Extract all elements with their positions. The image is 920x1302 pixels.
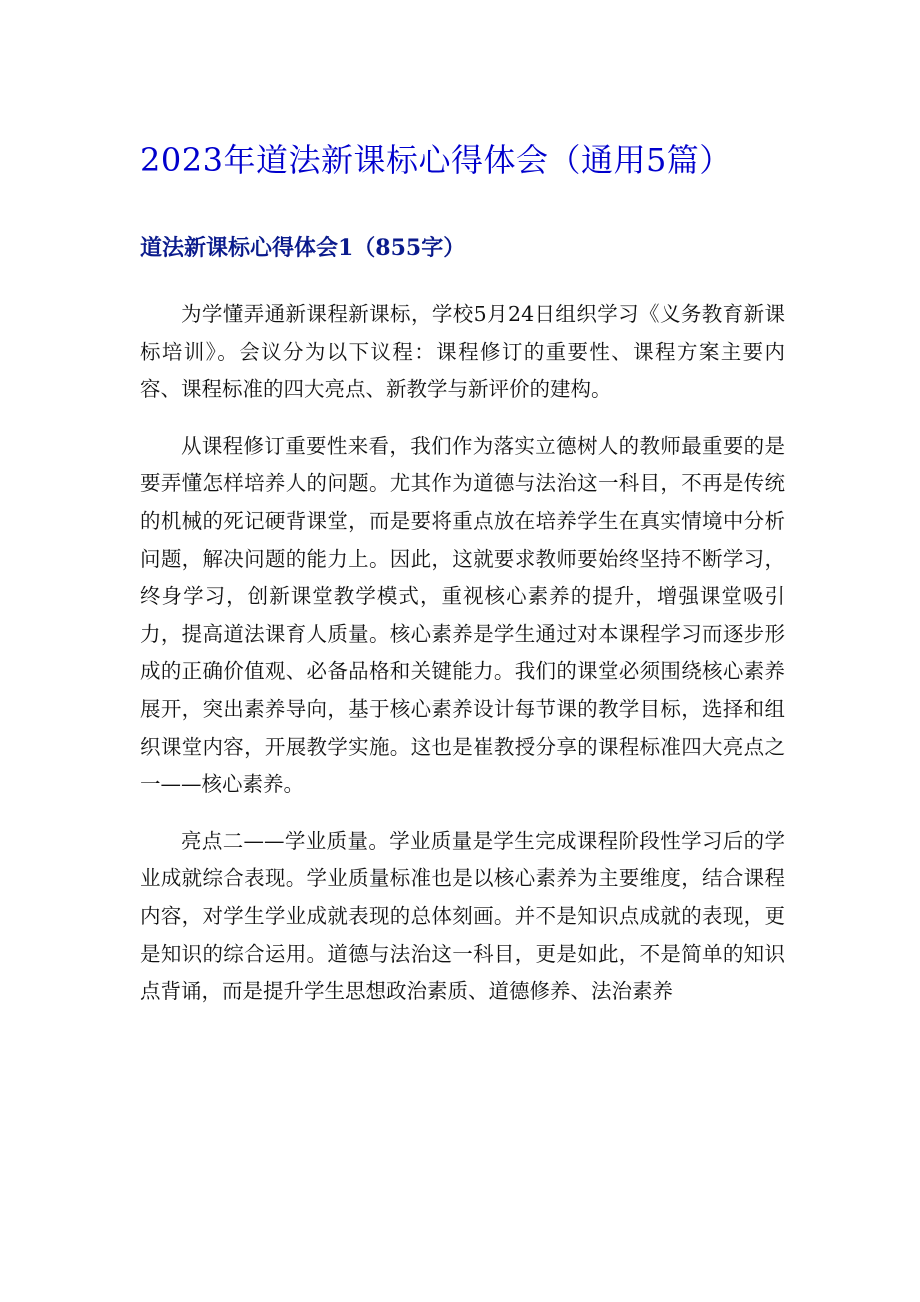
- paragraph-2: 从课程修订重要性来看，我们作为落实立德树人的教师最重要的是要弄懂怎样培养人的问题。尤其作为道德与法治这一科目，不再是传统的机械的死记硬背课堂，而是要将重点放在培养学生在真实情境中分析问题，解决问题的能力上。因此，这就要求教师要始终坚持不断学习，终身学习，创新课堂教学模式，重视核心素养的提升，增强课堂吸引力，提高道法课育人质量。核心素养是学生通过对本课程学习而逐步形成的正确价值观、必备品格和关键能力。我们的课堂必须围绕核心素养展开，突出素养导向，基于核心素养设计每节课的教学目标，选择和组织课堂内容，开展教学实施。这也是崔教授分享的课程标准四大亮点之一——核心素养。: [140, 433, 785, 797]
- paragraph-1: 为学懂弄通新课程新课标，学校5月24日组织学习《义务教育新课标培训》。会议分为以下议程：课程修订的重要性、课程方案主要内容、课程标准的四大亮点、新教学与新评价的建构。: [140, 302, 785, 402]
- document-title: 2023年道法新课标心得体会（通用5篇）: [140, 141, 732, 179]
- section-heading: 道法新课标心得体会1（855字）: [140, 235, 466, 261]
- document-body: [140, 296, 785, 1030]
- paragraph-3: 亮点二——学业质量。学业质量是学生完成课程阶段性学习后的学业成就综合表现。学业质量标准也是以核心素养为主要维度，结合课程内容，对学生学业成就表现的总体刻画。并不是知识点成就的表现，更是知识的综合运用。道德与法治这一科目，更是如此，不是简单的知识点背诵，而是提升学生思想政治素质、道德修养、法治素养: [140, 828, 785, 1004]
